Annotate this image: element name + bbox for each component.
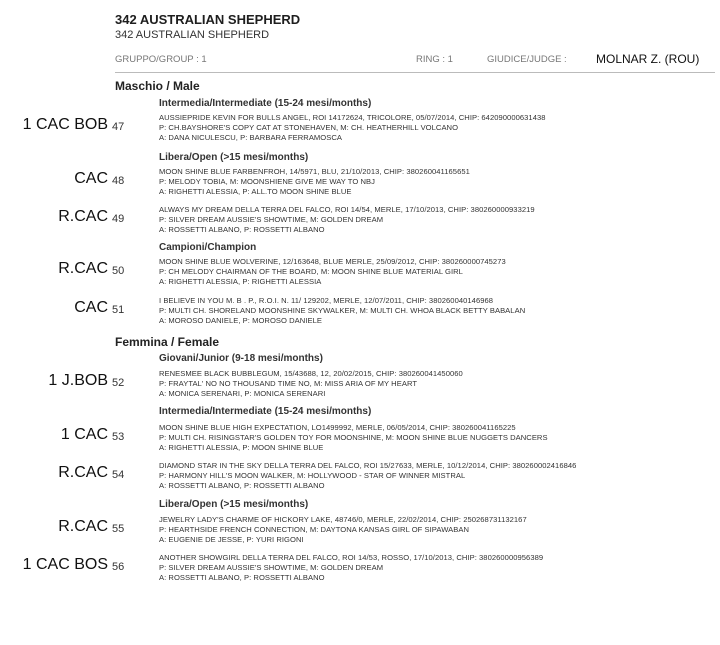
dog-details: MOON SHINE BLUE WOLVERINE, 12/163648, BLUE MERLE, 25/09/2012, CHIP: 380260000745273 <box>159 257 506 266</box>
dog-details: DIAMOND STAR IN THE SKY DELLA TERRA DEL FALCO, ROI 15/27633, MERLE, 10/12/2014, CHIP: 380260002416846 <box>159 461 577 470</box>
catalog-number: 49 <box>112 213 125 225</box>
judge-label: GIUDICE/JUDGE : <box>487 54 567 65</box>
award-label: R.CAC <box>58 260 108 277</box>
class-heading-female-intermediate: Intermedia/Intermediate (15-24 mesi/months) <box>159 406 372 417</box>
dog-parents: P: CH MELODY CHAIRMAN OF THE BOARD, M: MOON SHINE BLUE MATERIAL GIRL <box>159 267 463 276</box>
dog-parents: P: FRAYTAL' NO NO THOUSAND TIME NO, M: MISS ARIA OF MY HEART <box>159 379 418 388</box>
catalog-number: 54 <box>112 469 125 481</box>
entry-row <box>0 423 720 459</box>
dog-breeder-owner: A: ROSSETTI ALBANO, P: ROSSETTI ALBANO <box>159 225 325 234</box>
award-label: CAC <box>74 170 108 187</box>
entry-row <box>0 205 720 241</box>
catalog-number: 50 <box>112 265 125 277</box>
catalog-number: 55 <box>112 523 125 535</box>
breed-subtitle: 342 AUSTRALIAN SHEPHERD <box>115 29 270 41</box>
dog-breeder-owner: A: MONICA SERENARI, P: MONICA SERENARI <box>159 389 326 398</box>
dog-details: RENESMEE BLACK BUBBLEGUM, 15/43688, 12, 20/02/2015, CHIP: 380260041450060 <box>159 369 463 378</box>
dog-parents: P: MULTI CH. SHORELAND MOONSHINE SKYWALKER, M: MULTI CH. WHOA BLACK BETTY BABALAN <box>159 306 526 315</box>
entry-row <box>0 369 720 405</box>
dog-details: MOON SHINE BLUE FARBENFROH, 14/5971, BLU, 21/10/2013, CHIP: 380260041165651 <box>159 167 470 176</box>
judge-name: MOLNAR Z. (ROU) <box>596 52 700 66</box>
entry-row <box>0 515 720 551</box>
award-label: R.CAC <box>58 518 108 535</box>
entry-row <box>0 553 720 589</box>
group-judge-row <box>115 52 715 68</box>
entry-row <box>0 167 720 203</box>
catalog-number: 47 <box>112 121 125 133</box>
entry-row <box>0 113 720 149</box>
dog-details: MOON SHINE BLUE HIGH EXPECTATION, LO1499992, MERLE, 06/05/2014, CHIP: 380260041165225 <box>159 423 516 432</box>
dog-parents: P: HEARTHSIDE FRENCH CONNECTION, M: DAYTONA KANSAS GIRL OF SIPAWABAN <box>159 525 470 534</box>
header-divider <box>115 72 715 73</box>
dog-parents: P: MULTI CH. RISINGSTAR'S GOLDEN TOY FOR MOONSHINE, M: MOON SHINE BLUE NUGGETS DANCERS <box>159 433 548 442</box>
dog-breeder-owner: A: MOROSO DANIELE, P: MOROSO DANIELE <box>159 316 322 325</box>
catalog-number: 56 <box>112 561 125 573</box>
breed-title: 342 AUSTRALIAN SHEPHERD <box>115 12 301 27</box>
award-label: 1 CAC <box>60 426 108 443</box>
dog-parents: P: SILVER DREAM AUSSIE'S SHOWTIME, M: GOLDEN DREAM <box>159 563 384 572</box>
class-heading-female-junior: Giovani/Junior (9-18 mesi/months) <box>159 353 323 364</box>
class-heading-male-champion: Campioni/Champion <box>159 242 257 253</box>
dog-breeder-owner: A: ROSSETTI ALBANO, P: ROSSETTI ALBANO <box>159 573 325 582</box>
dog-details: ANOTHER SHOWGIRL DELLA TERRA DEL FALCO, ROI 14/53, ROSSO, 17/10/2013, CHIP: 380260000956389 <box>159 553 544 562</box>
catalog-number: 52 <box>112 377 125 389</box>
dog-parents: P: MELODY TOBIA, M: MOONSHIENE GIVE ME WAY TO NBJ <box>159 177 375 186</box>
class-heading-male-intermediate: Intermedia/Intermediate (15-24 mesi/months) <box>159 98 372 109</box>
award-label: 1 CAC BOB <box>22 116 108 133</box>
dog-breeder-owner: A: RIGHETTI ALESSIA, P: MOON SHINE BLUE <box>159 443 324 452</box>
dog-details: JEWELRY LADY'S CHARME OF HICKORY LAKE, 48746/0, MERLE, 22/02/2014, CHIP: 250268731132167 <box>159 515 527 524</box>
dog-parents: P: SILVER DREAM AUSSIE'S SHOWTIME, M: GOLDEN DREAM <box>159 215 384 224</box>
dog-breeder-owner: A: RIGHETTI ALESSIA, P: RIGHETTI ALESSIA <box>159 277 322 286</box>
dog-details: ALWAYS MY DREAM DELLA TERRA DEL FALCO, ROI 14/54, MERLE, 17/10/2013, CHIP: 380260000933219 <box>159 205 535 214</box>
dog-breeder-owner: A: DANA NICULESCU, P: BARBARA FERRAMOSCA <box>159 133 343 142</box>
dog-breeder-owner: A: RIGHETTI ALESSIA, P: ALL.TO MOON SHINE BLUE <box>159 187 352 196</box>
entry-row <box>0 257 720 293</box>
award-label: 1 J.BOB <box>48 372 108 389</box>
dog-details: AUSSIEPRIDE KEVIN FOR BULLS ANGEL, ROI 14172624, TRICOLORE, 05/07/2014, CHIP: 642090000631438 <box>159 113 546 122</box>
dog-breeder-owner: A: ROSSETTI ALBANO, P: ROSSETTI ALBANO <box>159 481 325 490</box>
award-label: 1 CAC BOS <box>22 556 108 573</box>
dog-breeder-owner: A: EUGENIE DE JESSE, P: YURI RIGONI <box>159 535 304 544</box>
award-label: R.CAC <box>58 464 108 481</box>
catalog-number: 53 <box>112 431 125 443</box>
entry-row <box>0 296 720 332</box>
award-label: CAC <box>74 299 108 316</box>
class-heading-male-open: Libera/Open (>15 mesi/months) <box>159 152 309 163</box>
entry-row <box>0 461 720 497</box>
catalog-number: 51 <box>112 304 125 316</box>
dog-details: I BELIEVE IN YOU M. B . P., R.O.I. N. 11/ 129202, MERLE, 12/07/2011, CHIP: 380260040146968 <box>159 296 494 305</box>
catalog-number: 48 <box>112 175 125 187</box>
section-female-heading: Femmina / Female <box>115 335 220 349</box>
group-label: GRUPPO/GROUP : 1 <box>115 54 207 65</box>
ring-label: RING : 1 <box>416 54 453 65</box>
class-heading-female-open: Libera/Open (>15 mesi/months) <box>159 499 309 510</box>
dog-parents: P: CH.BAYSHORE'S COPY CAT AT STONEHAVEN, M: CH. HEATHERHILL VOLCANO <box>159 123 459 132</box>
section-male-heading: Maschio / Male <box>115 79 200 93</box>
award-label: R.CAC <box>58 208 108 225</box>
dog-parents: P: HARMONY HILL'S MOON WALKER, M: HOLLYWOOD - STAR OF WINNER MISTRAL <box>159 471 466 480</box>
